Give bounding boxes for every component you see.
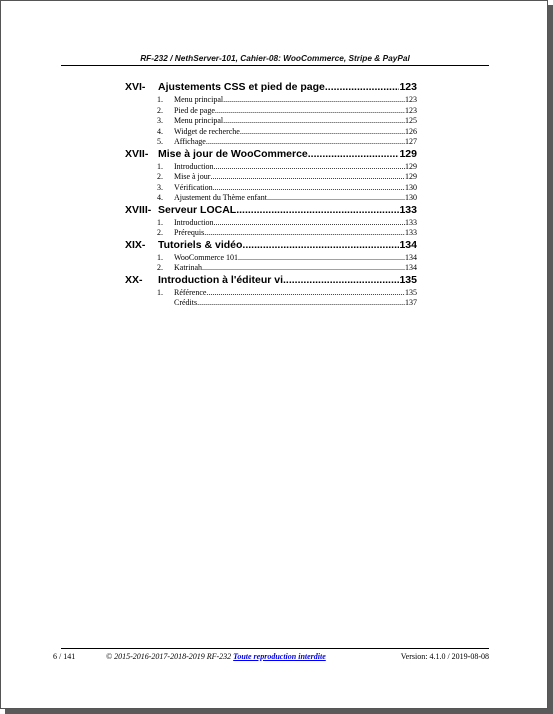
toc-item-number: 2.	[157, 263, 163, 272]
toc-item-page: 133	[405, 228, 417, 237]
toc-leader-dots	[210, 172, 405, 181]
toc-section[interactable]	[125, 239, 417, 253]
toc-item-number: 3.	[157, 116, 163, 125]
toc-leader-dots	[325, 81, 400, 93]
header-divider	[61, 65, 489, 66]
toc-item-title: Affichage	[174, 137, 206, 146]
toc-item[interactable]	[157, 263, 417, 274]
toc-item[interactable]	[157, 95, 417, 106]
toc-section[interactable]	[125, 81, 417, 95]
toc-leader-dots	[267, 193, 405, 202]
toc-item-page: 130	[405, 182, 417, 192]
toc-item[interactable]	[157, 172, 417, 183]
version-label: Version: 4.1.0 / 2019-08-08	[400, 652, 489, 661]
toc-item-page: 125	[405, 116, 417, 125]
toc-section-title: Tutoriels & vidéo	[158, 238, 243, 251]
toc-item[interactable]	[157, 298, 417, 309]
toc-leader-dots	[223, 116, 405, 125]
toc-leader-dots	[283, 274, 399, 286]
toc-item-title: Vérification	[174, 182, 213, 192]
toc-item-page: 137	[405, 298, 417, 307]
toc-item[interactable]	[157, 193, 417, 204]
page-shadow-right	[548, 5, 553, 714]
toc-leader-dots	[204, 228, 405, 237]
toc-item-title: Mise à jour	[174, 172, 211, 181]
toc-item-page: 127	[405, 137, 417, 146]
page-shadow-bottom	[5, 709, 553, 714]
toc-item[interactable]	[157, 127, 417, 138]
toc-item-page: 129	[405, 172, 417, 181]
toc-section-number: XVI-	[125, 81, 146, 93]
toc-section-page: 123	[399, 81, 417, 93]
copyright-text: © 2015-2016-2017-2018-2019 RF-232	[106, 652, 234, 661]
toc-leader-dots	[213, 183, 405, 192]
toc-item-number: 4.	[157, 193, 163, 202]
toc-item-title: Pied de page	[174, 105, 215, 115]
toc-item-number: 2.	[157, 172, 163, 181]
toc-item-number: 3.	[157, 182, 163, 192]
toc-leader-dots	[223, 95, 405, 104]
toc-leader-dots	[236, 204, 399, 216]
toc-item-page: 126	[405, 126, 417, 136]
toc-item-title: Menu principal	[174, 95, 224, 104]
toc-item-page: 123	[405, 105, 417, 115]
toc-item-title: Katrinah	[174, 263, 202, 272]
toc-item-page: 129	[405, 161, 417, 171]
toc-item-title: Menu principal	[174, 116, 224, 125]
toc-section-number: XVIII-	[125, 203, 152, 216]
toc-item[interactable]	[157, 288, 417, 299]
toc-leader-dots	[242, 239, 399, 251]
toc-item-title: Ajustement du Thème enfant	[174, 193, 267, 202]
toc-item-page: 133	[405, 217, 417, 227]
toc-item-title: WooCommerce 101	[174, 252, 239, 262]
toc-leader-dots	[206, 137, 405, 146]
copyright-notice	[106, 652, 326, 661]
toc-leader-dots	[214, 218, 405, 227]
page-footer	[53, 652, 489, 664]
toc-item-number: 1.	[157, 161, 163, 171]
toc-section-page: 135	[399, 273, 417, 286]
toc-leader-dots	[238, 253, 405, 262]
toc-item-number: 2.	[157, 105, 163, 115]
toc-item-number: 4.	[157, 126, 163, 136]
toc-item-number: 5.	[157, 137, 163, 146]
table-of-contents	[125, 81, 417, 309]
toc-leader-dots	[202, 263, 405, 272]
toc-item[interactable]	[157, 228, 417, 239]
toc-item-number: 2.	[157, 228, 163, 237]
toc-item-number: 1.	[157, 217, 163, 227]
toc-item-title: Crédits	[174, 298, 198, 307]
toc-item-number: 1.	[157, 95, 163, 104]
toc-item-title: Widget de recherche	[174, 126, 240, 136]
toc-item[interactable]	[157, 116, 417, 127]
toc-section[interactable]	[125, 204, 417, 218]
toc-section[interactable]	[125, 274, 417, 288]
toc-section-title: Serveur LOCAL	[158, 203, 237, 216]
footer-divider	[61, 648, 489, 649]
toc-item-page: 135	[405, 287, 417, 297]
toc-item-page: 130	[405, 193, 417, 202]
toc-item-title: Introduction	[174, 161, 214, 171]
toc-item[interactable]	[157, 106, 417, 117]
toc-item-page: 134	[405, 263, 417, 272]
toc-item[interactable]	[157, 162, 417, 173]
toc-section-number: XIX-	[125, 238, 146, 251]
toc-item-title: Prérequis	[174, 228, 205, 237]
toc-item-number: 1.	[157, 252, 163, 262]
page-number: 6 / 141	[53, 652, 76, 661]
toc-item-title: Introduction	[174, 217, 214, 227]
toc-section-page: 133	[399, 203, 417, 216]
toc-item-title: Référence	[174, 287, 207, 297]
toc-leader-dots	[206, 288, 405, 297]
toc-section[interactable]	[125, 148, 417, 162]
toc-item-number: 1.	[157, 287, 163, 297]
toc-item-page: 123	[405, 95, 417, 104]
toc-item[interactable]	[157, 218, 417, 229]
toc-section-number: XVII-	[125, 147, 149, 160]
page-header: RF-232 / NethServer-101, Cahier-08: WooCommerce, Stripe & PayPal	[140, 53, 410, 63]
toc-leader-dots	[197, 298, 405, 307]
toc-item[interactable]	[157, 183, 417, 194]
toc-section-title: Mise à jour de WooCommerce	[158, 147, 308, 160]
toc-section-page: 129	[399, 147, 417, 160]
toc-section-title: Ajustements CSS et pied de page	[158, 81, 325, 93]
toc-section-title: Introduction à l'éditeur vi	[158, 273, 284, 286]
toc-leader-dots	[215, 106, 405, 115]
toc-item[interactable]	[157, 137, 417, 148]
toc-item-page: 134	[405, 252, 417, 262]
toc-section-page: 134	[399, 238, 417, 251]
toc-leader-dots	[240, 127, 405, 136]
toc-section-number: XX-	[125, 273, 143, 286]
toc-leader-dots	[308, 148, 400, 160]
toc-item[interactable]	[157, 253, 417, 264]
toc-leader-dots	[214, 162, 405, 171]
reproduction-link[interactable]: Toute reproduction interdite	[233, 652, 326, 661]
